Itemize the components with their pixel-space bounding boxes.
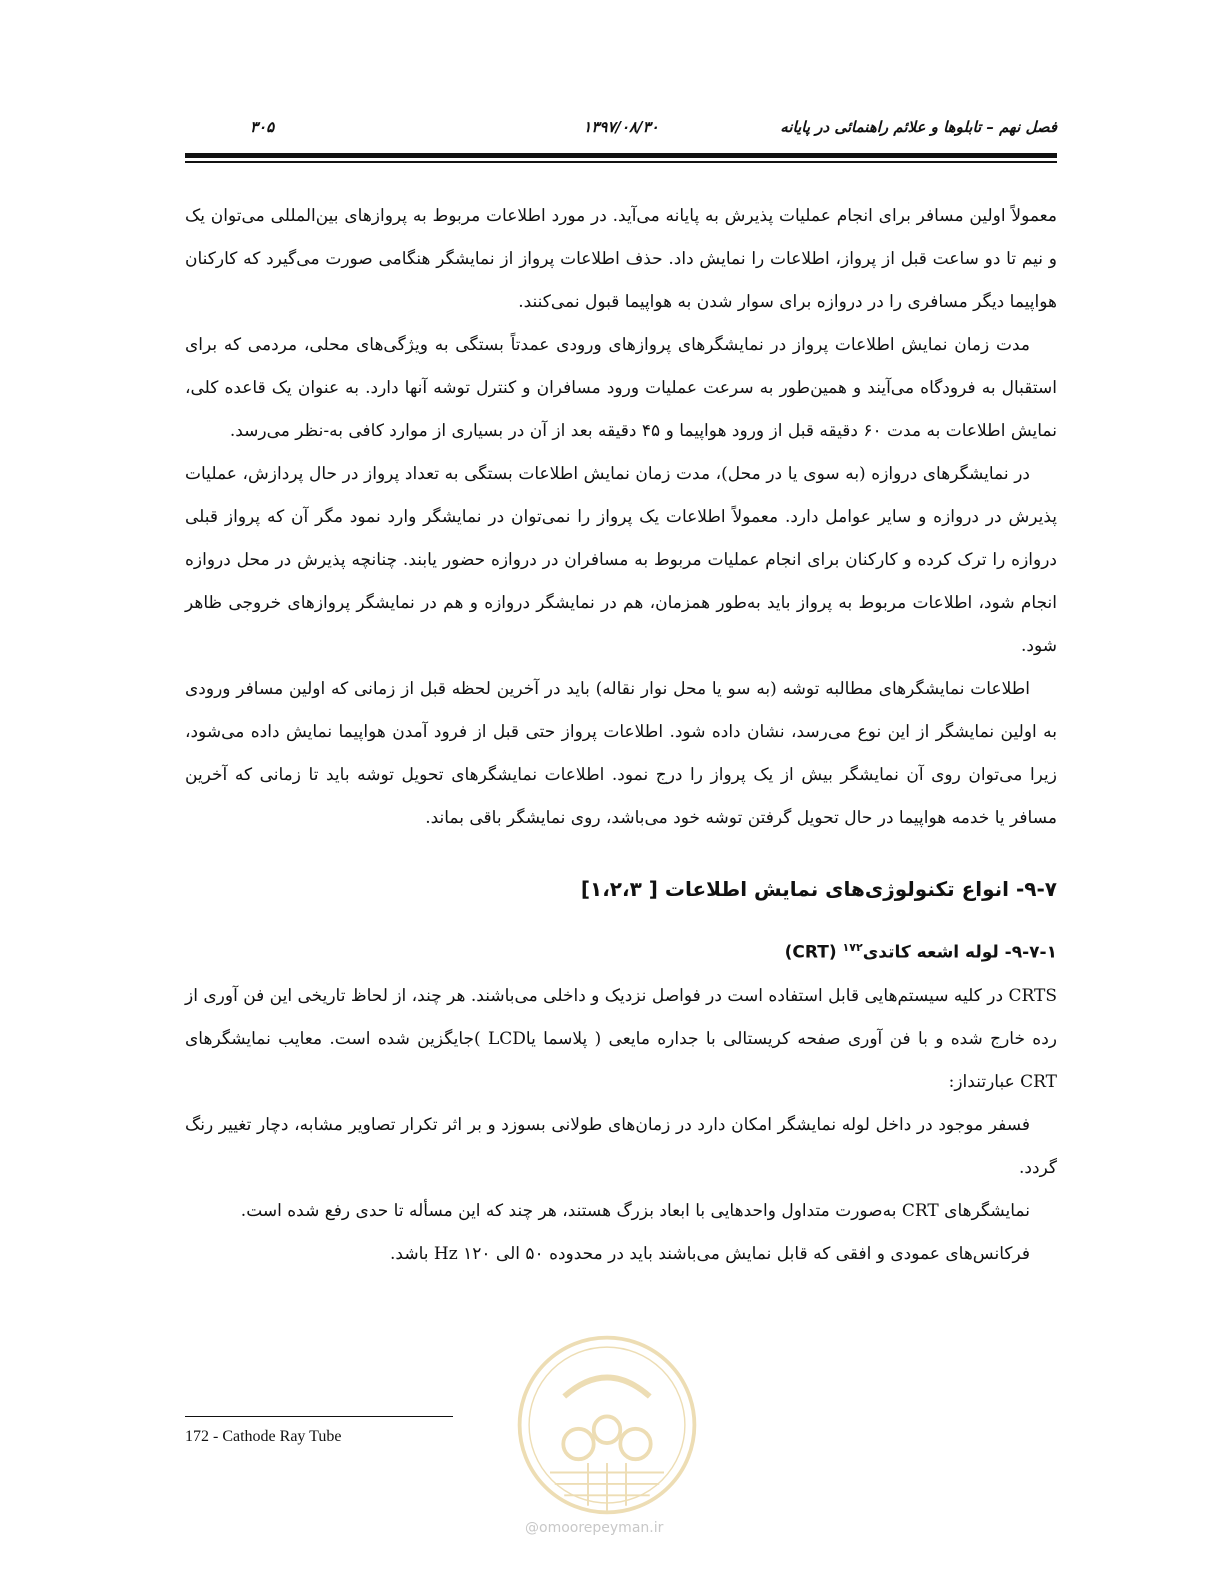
crt-paragraph-2: فسفر موجود در داخل لوله نمایشگر امکان دارد در زمان‌های طولانی بسوزد و بر اثر تکرار تصاویر مشابه، دچار تغییر رنگ گردد. — [185, 1114, 1057, 1178]
crt-paragraph-3: نمایشگرهای CRT به‌صورت متداول واحدهایی با ابعاد بزرگ هستند، هر چند که این مسأله تا حدی رفع شده است. — [240, 1200, 1030, 1221]
header-rule-thick — [185, 153, 1057, 158]
page-number: ۳۰۵ — [250, 118, 275, 136]
chapter-title: فصل نهم – تابلوها و علائم راهنمائی در پایانه — [780, 118, 1057, 136]
header-date: ۱۳۹۷/۰۸/۳۰ — [583, 118, 659, 136]
page-body — [185, 195, 1057, 1276]
subsection-title: ۹-۷-۱- لوله اشعه کاتدی — [862, 942, 1057, 963]
header-rule-thin — [185, 161, 1057, 163]
watermark-logo — [512, 1330, 702, 1520]
paragraph-1: معمولاً اولین مسافر برای انجام عملیات پذیرش به پایانه می‌آید. در مورد اطلاعات مربوط به پروازهای بین‌المللی می‌توان یک و نیم تا دو ساعت قبل از پرواز، اطلاعات را نمایش داد. حذف اطلاعات پرواز از نمایشگر هنگامی صورت می‌گیرد که کارکنان هواپیما دیگر مسافری را در دروازه برای سوار شدن به هواپیما قبول نمی‌کنند. — [185, 206, 1057, 312]
paragraph-3: در نمایشگرهای دروازه (به سوی یا در محل)، مدت زمان نمایش اطلاعات بستگی به تعداد پرواز در حال پردازش، عملیات پذیرش در دروازه و سایر عوامل دارد. معمولاً اطلاعات یک پرواز را نمی‌توان در نمایشگر وارد نمود مگر آن که پرواز قبلی دروازه را ترک کرده و کارکنان برای انجام عملیات مربوط به مسافران در دروازه حضور یابند. چنانچه پذیرش در محل دروازه انجام شود، اطلاعات مربوط به پرواز باید به‌طور همزمان، هم در نمایشگر دروازه و هم در نمایشگر پروازهای خروجی ظاهر شود. — [185, 464, 1057, 656]
watermark-url: @omoorepeyman.ir — [525, 1520, 664, 1536]
subsection-abbr: (CRT) — [784, 942, 837, 963]
footnote: 172 - Cathode Ray Tube — [185, 1428, 342, 1445]
paragraph-4: اطلاعات نمایشگرهای مطالبه توشه (به سو یا محل نوار نقاله) باید در آخرین لحظه قبل از زمانی که اولین مسافر ورودی به اولین نمایشگر از این نوع می‌رسد، نشان داده شود. اطلاعات پرواز حتی قبل از فرود آمدن هواپیما نمایش داده می‌شود، زیرا می‌توان روی آن نمایشگر بیش از یک پرواز را درج نمود. اطلاعات نمایشگرهای تحویل توشه باید تا زمانی که آخرین مسافر یا خدمه هواپیما در حال تحویل گرفتن توشه خود می‌باشد، روی نمایشگر باقی بماند. — [185, 679, 1057, 828]
crt-paragraph-4: فرکانس‌های عمودی و افقی که قابل نمایش می‌باشند باید در محدوده ۵۰ الی ۱۲۰ Hz باشد. — [390, 1243, 1030, 1264]
crt-paragraph-1: CRTS در کلیه سیستم‌هایی قابل استفاده است در فواصل نزدیک و داخلی می‌باشند. هر چند، از لحاظ تاریخی این فن آوری از رده خارج شده و با فن آوری صفحه کریستالی با جداره مایعی ( پلاسما یاLCD )جایگزین شده است. معایب نمایشگرهای CRT عبارتنداز: — [185, 985, 1057, 1092]
running-header — [185, 118, 1057, 148]
at-icon: @ — [525, 1520, 539, 1536]
footnote-marker: ۱۷۲ — [842, 941, 863, 954]
footnote-rule — [185, 1416, 453, 1417]
paragraph-2: مدت زمان نمایش اطلاعات پرواز در نمایشگرهای پروازهای ورودی عمدتاً بستگی به ویژگی‌های محلی، مردمی که برای استقبال به فرودگاه می‌آیند و همین‌طور به سرعت عملیات ورود مسافران و کنترل توشه آنها دارد. به عنوان یک قاعده کلی، نمایش اطلاعات به مدت ۶۰ دقیقه قبل از ورود هواپیما و ۴۵ دقیقه بعد از آن در بسیاری از موارد کافی به-نظر می‌رسد. — [185, 335, 1057, 441]
section-heading: ۹-۷- انواع تکنولوژی‌های نمایش اطلاعات [ ۱،۲،۳] — [580, 877, 1057, 901]
subsection-heading — [185, 926, 1057, 975]
